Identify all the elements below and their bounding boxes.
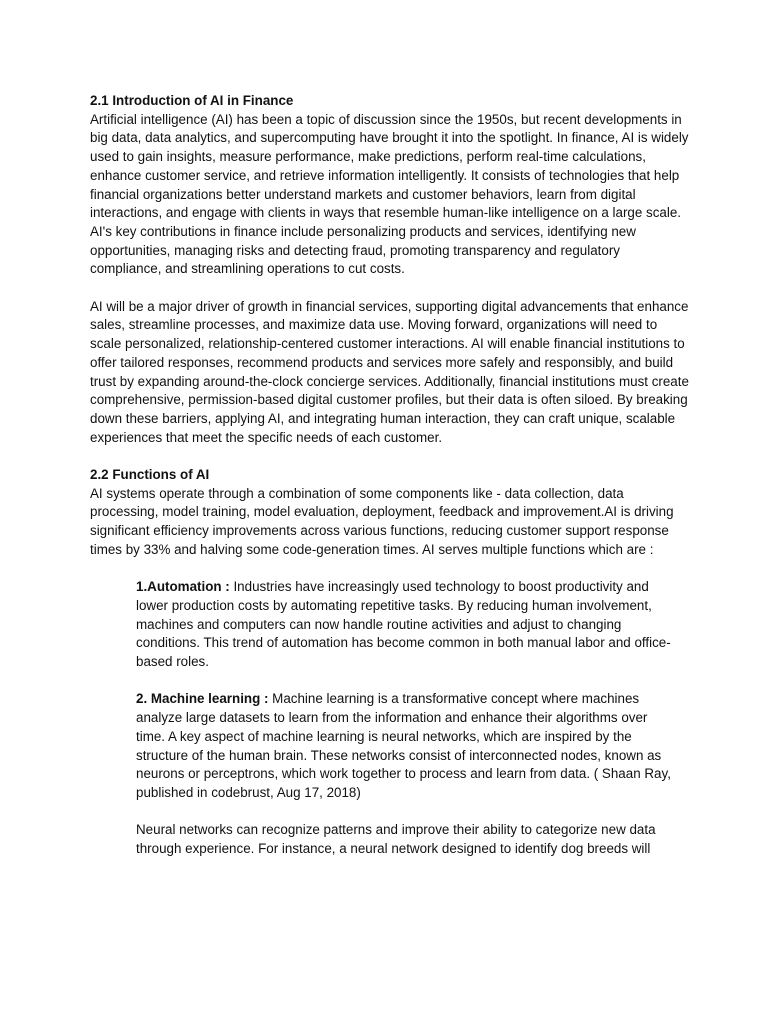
section-heading-intro: 2.1 Introduction of AI in Finance <box>90 93 294 108</box>
paragraph-gap <box>90 803 690 822</box>
list-item-text: Industries have increasingly used technology to boost productivity and lower production costs by automating repetitive tasks. By reducing human involvement, machines and computers can now handle routine activities and adjust to changing conditions. This trend of automation has become common in both manual labor and office-based roles. <box>136 579 671 670</box>
paragraph-functions-intro: AI systems operate through a combination of some components like - data collection, data processing, model training, model evaluation, deployment, feedback and improvement.AI is driving significant efficiency improvements across various functions, reducing customer support response times by 33% and halving some code-generation times. AI serves multiple functions which are : <box>90 485 674 557</box>
list-item-machine-learning <box>136 690 676 802</box>
list-item-term: 1.Automation : <box>136 579 230 595</box>
paragraph-gap <box>90 560 690 579</box>
list-item-term: 2. Machine learning : <box>136 691 269 707</box>
paragraph-neural-networks: Neural networks can recognize patterns and improve their ability to categorize new data through experience. For instance, a neural network designed to identify dog breeds will <box>136 822 656 857</box>
list-item-automation <box>136 578 676 672</box>
list-item-text: Machine learning is a transformative concept where machines analyze large datasets to learn from the information and enhance their algorithms over time. A key aspect of machine learning is neural networks, which are inspired by the structure of the human brain. These networks consist of interconnected nodes, known as neurons or perceptrons, which work together to process and learn from data. ( Shaan Ray, published in codebrust, Aug 17, 2018) <box>136 691 671 800</box>
paragraph-gap <box>90 279 690 298</box>
paragraph-ai-growth: AI will be a major driver of growth in financial services, supporting digital advancements that enhance sales, streamline processes, and maximize data use. Moving forward, organizations will need to scale personalized, relationship-centered customer interactions. AI will enable financial institutions to offer tailored responses, recommend products and services more safely and responsibly, and build trust by expanding around-the-clock concierge services. Additionally, financial institutions must create comprehensive, permission-based digital customer profiles, but their data is often siloed. By breaking down these barriers, applying AI, and integrating human interaction, they can craft unique, scalable experiences that meet the specific needs of each customer. <box>90 298 689 445</box>
section-heading-functions: 2.2 Functions of AI <box>90 467 210 483</box>
paragraph-gap <box>90 447 690 466</box>
paragraph-ai-history: Artificial intelligence (AI) has been a topic of discussion since the 1950s, but recent developments in big data, data analytics, and supercomputing have brought it into the spotlight. In finance, AI is widely used to gain insights, measure performance, make predictions, perform real-time calculations, enhance customer service, and retrieve information intelligently. It consists of technologies that help financial organizations better understand markets and customer behaviors, learn from digital interactions, and engage with clients in ways that resemble human-like intelligence on a large scale. AI's key contributions in finance include personalizing products and services, identifying new opportunities, managing risks and detecting fraud, promoting transparency and regulatory compliance, and streamlining operations to cut costs. <box>90 111 689 277</box>
paragraph-gap <box>90 672 690 691</box>
document-page <box>90 92 690 859</box>
